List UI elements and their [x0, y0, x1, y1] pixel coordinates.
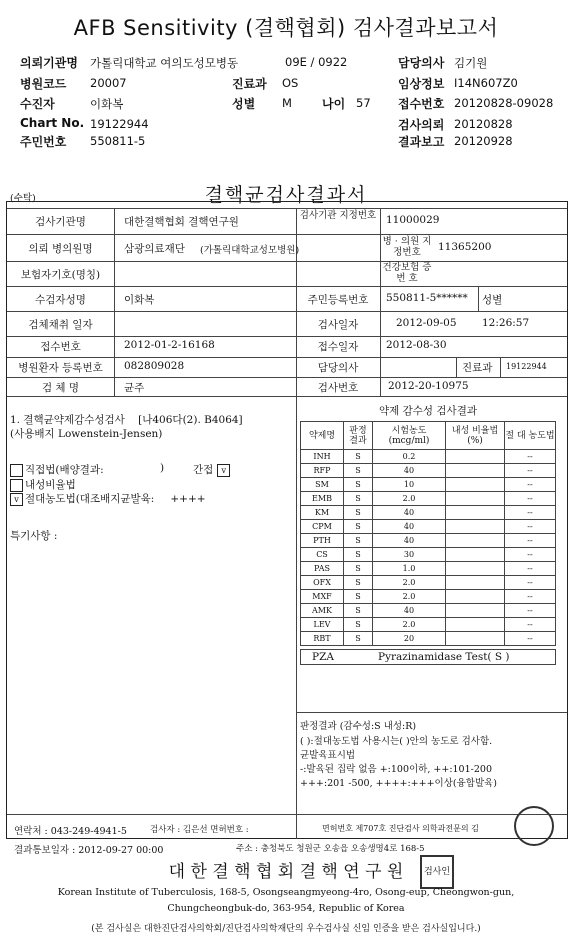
value-org: 대한결핵협회 결핵연구원 [124, 216, 239, 228]
drug-ratio [446, 520, 505, 534]
drug-ratio [446, 492, 505, 506]
label-orgno: 검사기관 지정번호 [299, 210, 377, 221]
drug-conc: 2.0 [373, 618, 446, 632]
label-hosp-no: 병원환자 등록번호 [18, 362, 103, 374]
label-receipt-date: 접수일자 [317, 341, 359, 353]
header-value-receipt: 20120828-09028 [454, 96, 554, 110]
drug-ratio [446, 548, 505, 562]
value-reqno: 11365200 [438, 241, 492, 253]
value-test-date: 2012-09-05 [396, 317, 457, 329]
grid-divider [478, 286, 479, 311]
table-row [301, 562, 556, 576]
label-reqno: 병 · 의원 지정번호 [382, 236, 432, 258]
drug-table-header-row [301, 422, 556, 450]
label-doctor: 담당의사 [317, 362, 359, 374]
label-rrn: 주민등록번호 [307, 294, 369, 306]
label-org: 검사기관명 [35, 216, 86, 228]
pza-value: Pyrazinamidase Test( S ) [378, 651, 510, 663]
option-ratio-label: 내성비율법 [25, 479, 76, 491]
drug-absolute: -- [505, 464, 556, 478]
drug-absolute: -- [505, 562, 556, 576]
drug-name: EMB [301, 492, 344, 506]
value-requester-sub: (가톨릭대학교성모병원) [200, 245, 300, 256]
label-requester: 의뢰 병의원명 [28, 243, 93, 255]
option-direct-close: ) [160, 462, 165, 474]
form-title: 결핵균검사결과서 [204, 184, 368, 206]
checkbox-absolute[interactable]: v [10, 493, 23, 506]
drug-name: AMK [301, 604, 344, 618]
round-seal-icon [514, 806, 554, 846]
footer-examiner: 검사자 : 김은선 면허번호 : [150, 825, 249, 835]
label-specimen: 검 체 명 [41, 382, 80, 394]
header-value-patient: 이화복 [90, 97, 124, 111]
drug-name: LEV [301, 618, 344, 632]
drug-table [300, 421, 556, 646]
drug-name: RFP [301, 464, 344, 478]
table-row [301, 520, 556, 534]
value-dept: 19122944 [506, 362, 547, 371]
header-value-request: 20120828 [454, 117, 513, 131]
drug-ratio [446, 632, 505, 646]
header-result: 판정 결과 [344, 422, 373, 450]
footer-contact: 연락처 : 043-249-4941-5 [14, 826, 127, 837]
table-row [301, 492, 556, 506]
drug-name: RBT [301, 632, 344, 646]
header-value-report: 20120928 [454, 134, 513, 148]
footer-divider-line [7, 814, 567, 815]
header-conc: 시험농도 (mcg/ml) [373, 422, 446, 450]
footer-english-address-2: Chungcheongbuk-do, 363-954, Republic of Korea [167, 903, 405, 914]
drug-name: SM [301, 478, 344, 492]
section-divider [296, 396, 297, 839]
drug-name: PAS [301, 562, 344, 576]
drug-ratio [446, 506, 505, 520]
drug-result: S [344, 464, 373, 478]
option-indirect [193, 462, 232, 477]
header-value-clinical: I14N607Z0 [454, 76, 518, 90]
table-row [301, 450, 556, 464]
drug-result: S [344, 492, 373, 506]
method-medium: (사용배지 Lowenstein-Jensen) [10, 428, 163, 440]
drug-conc: 40 [373, 506, 446, 520]
value-receipt-date: 2012-08-30 [386, 339, 447, 351]
option-ratio [10, 477, 76, 492]
table-row [301, 576, 556, 590]
method-line-1 [10, 412, 243, 427]
checkbox-indirect[interactable]: v [217, 464, 230, 477]
header-ratio: 내성 비율법(%) [446, 422, 505, 450]
label-patient: 수검자성명 [35, 294, 86, 306]
drug-conc: 2.0 [373, 576, 446, 590]
header-label-report: 결과보고 [398, 135, 445, 149]
pza-label: PZA [312, 651, 334, 663]
drug-conc: 20 [373, 632, 446, 646]
special-notes-label: 특기사항 : [10, 530, 58, 542]
value-requester: 삼광의료재단 [124, 243, 185, 255]
drug-result: S [344, 632, 373, 646]
drug-conc: 30 [373, 548, 446, 562]
drug-result: S [344, 576, 373, 590]
grid-divider [114, 208, 115, 396]
drug-conc: 0.2 [373, 450, 446, 464]
header-value-age: 57 [356, 96, 371, 110]
label-dept: 진료과 [462, 362, 493, 374]
header-label-doctor: 담당의사 [398, 56, 445, 70]
option-direct [10, 462, 104, 477]
option-absolute [10, 491, 206, 506]
legend-line-1: 판정결과 (감수성:S 내성:R) [300, 721, 417, 732]
drug-name: PTH [301, 534, 344, 548]
header-drug: 약제명 [301, 422, 344, 450]
footer-org-name: 대 한 결 핵 협 회 결 핵 연 구 원 [168, 862, 404, 882]
drug-absolute: -- [505, 618, 556, 632]
value-patient: 이화복 [124, 294, 155, 306]
legend-line-5: +++:201 -500, ++++:+++이상(융합발육) [300, 778, 498, 789]
footer-report-date: 결과통보일자 : 2012-09-27 00:00 [14, 845, 164, 856]
legend-divider [296, 712, 567, 713]
drug-ratio [446, 618, 505, 632]
header-label-rrn: 주민번호 [20, 135, 67, 149]
table-row [301, 506, 556, 520]
form-corner-label: (수탁) [10, 193, 36, 204]
drug-conc: 10 [373, 478, 446, 492]
method-title: 1. 결핵균약제감수성검사 [10, 414, 125, 426]
drug-ratio [446, 590, 505, 604]
drug-result: S [344, 506, 373, 520]
grid-divider [500, 357, 501, 377]
drug-absolute: -- [505, 520, 556, 534]
drug-table-title: 약제 감수성 검사결과 [379, 405, 477, 417]
drug-conc: 2.0 [373, 590, 446, 604]
drug-absolute: -- [505, 492, 556, 506]
drug-ratio [446, 534, 505, 548]
drug-result: S [344, 548, 373, 562]
drug-absolute: -- [505, 478, 556, 492]
table-row [301, 548, 556, 562]
label-test-date: 검사일자 [317, 319, 359, 331]
drug-conc: 40 [373, 604, 446, 618]
option-indirect-label: 간접 [193, 464, 214, 476]
footer-license: 면허번호 제707호 진단검사 의학과전문의 김 [322, 824, 479, 833]
footer-english-address-1: Korean Institute of Tuberculosis, 168-5, Osongseangmyeong-4ro, Osong-eup, Cheongwon-gun, [57, 887, 515, 898]
footer-note: (본 검사실은 대한진단검사의학회/진단검사의학재단의 우수검사실 신임 인증을 받은 검사실입니다.) [91, 924, 481, 934]
table-row [301, 618, 556, 632]
drug-ratio [446, 576, 505, 590]
method-code: [나406다(2). B4064] [138, 414, 243, 426]
drug-absolute: -- [505, 450, 556, 464]
header-value-ward: 09E / 0922 [285, 55, 348, 69]
header-label-sex: 성별 [232, 97, 256, 111]
header-label-receipt: 접수번호 [398, 97, 445, 111]
checkbox-direct[interactable] [10, 464, 23, 477]
header-label-institution: 의뢰기관명 [20, 56, 78, 70]
header-label-age: 나이 [322, 97, 346, 111]
value-hosp-no: 082809028 [124, 360, 185, 372]
drug-ratio [446, 464, 505, 478]
table-row [301, 534, 556, 548]
table-row [301, 590, 556, 604]
drug-result: S [344, 618, 373, 632]
drug-name: KM [301, 506, 344, 520]
label-receipt-no: 접수번호 [40, 341, 81, 353]
drug-result: S [344, 478, 373, 492]
drug-result: S [344, 590, 373, 604]
drug-name: CPM [301, 520, 344, 534]
table-row [301, 464, 556, 478]
header-value-institution: 가톨릭대학교 여의도성모병동 [90, 56, 239, 70]
table-row [301, 478, 556, 492]
header-value-doctor: 김기원 [454, 56, 488, 70]
drug-absolute: -- [505, 604, 556, 618]
drug-ratio [446, 478, 505, 492]
drug-conc: 40 [373, 464, 446, 478]
drug-ratio [446, 604, 505, 618]
legend-line-4: -:발육된 집락 없음 +:100이하, ++:101-200 [300, 764, 492, 775]
drug-result: S [344, 604, 373, 618]
form-top-line [7, 208, 567, 209]
header-value-hospital-code: 20007 [90, 76, 127, 90]
drug-result: S [344, 450, 373, 464]
header-label-chart: Chart No. [20, 116, 85, 130]
legend-line-2: ( ):절대농도법 사용시는( )안의 농도로 검사함. [300, 736, 493, 747]
drug-absolute: -- [505, 590, 556, 604]
drug-absolute: -- [505, 632, 556, 646]
header-label-request: 검사의뢰 [398, 118, 445, 132]
label-test-no: 검사번호 [317, 382, 359, 394]
drug-name: CS [301, 548, 344, 562]
square-seal-icon: 검사인 [420, 855, 454, 889]
drug-conc: 40 [373, 534, 446, 548]
legend-line-3: 균발육표시법 [300, 750, 356, 761]
header-label-clinical: 임상정보 [398, 77, 445, 91]
value-rrn: 550811-5****** [386, 292, 468, 304]
label-sex: 성별 [482, 294, 503, 306]
drug-ratio [446, 562, 505, 576]
header-label-dept: 진료과 [232, 77, 267, 91]
drug-name: INH [301, 450, 344, 464]
drug-result: S [344, 534, 373, 548]
header-label-patient: 수진자 [20, 97, 55, 111]
label-health-no: 건강보험 증 번 호 [382, 262, 432, 284]
drug-conc: 40 [373, 520, 446, 534]
header-label-hospital-code: 병원코드 [20, 77, 67, 91]
label-insurer: 보험자기호(명칭) [20, 269, 101, 281]
header-value-chart: 19122944 [90, 117, 149, 131]
label-collect-date: 검체채취 일자 [28, 319, 93, 331]
value-orgno: 11000029 [386, 214, 440, 226]
header-value-sex: M [282, 96, 292, 110]
option-absolute-label: 절대농도법(대조배지균발육: [25, 493, 155, 505]
grid-divider [456, 357, 457, 377]
report-title: AFB Sensitivity (결핵협회) 검사결과보고서 [73, 16, 499, 40]
drug-absolute: -- [505, 506, 556, 520]
header-value-rrn: 550811-5 [90, 134, 146, 148]
drug-table-body [301, 450, 556, 646]
value-receipt-no: 2012-01-2-16168 [124, 339, 215, 351]
option-direct-label: 직접법(배양결과: [25, 464, 104, 476]
drug-ratio [446, 450, 505, 464]
drug-conc: 2.0 [373, 492, 446, 506]
table-row [301, 604, 556, 618]
drug-absolute: -- [505, 548, 556, 562]
drug-absolute: -- [505, 534, 556, 548]
value-test-time: 12:26:57 [482, 317, 530, 329]
drug-name: OFX [301, 576, 344, 590]
drug-absolute: -- [505, 576, 556, 590]
footer-address: 주소 : 충청북도 청원군 오송읍 오송생명4로 168-5 [236, 844, 425, 854]
value-test-no: 2012-20-10975 [388, 380, 469, 392]
checkbox-ratio[interactable] [10, 479, 23, 492]
option-absolute-value: ++++ [170, 493, 206, 505]
value-specimen: 균주 [124, 382, 145, 394]
table-row [301, 632, 556, 646]
header-value-dept: OS [282, 76, 299, 90]
drug-result: S [344, 520, 373, 534]
drug-result: S [344, 562, 373, 576]
drug-name: MXF [301, 590, 344, 604]
header-absolute: 절 대 농도법 [505, 422, 556, 450]
drug-conc: 1.0 [373, 562, 446, 576]
